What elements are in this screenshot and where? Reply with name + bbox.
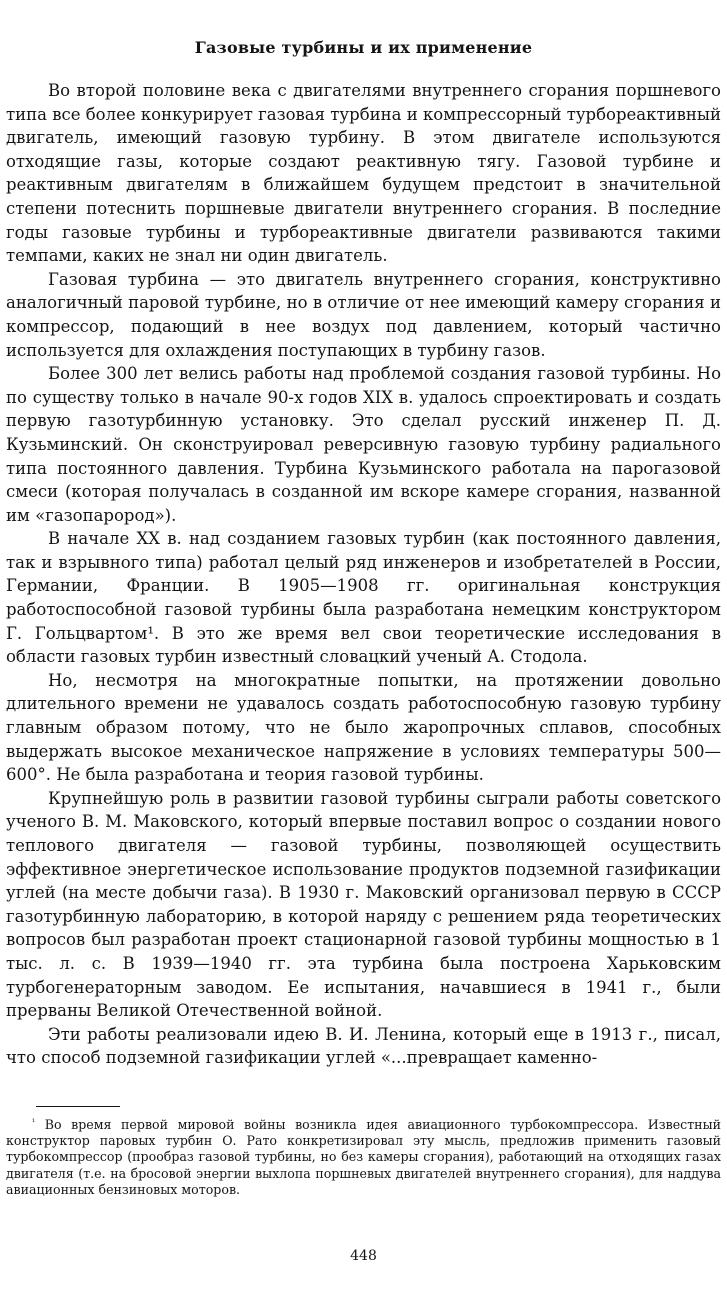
paragraph-6: Крупнейшую роль в развитии газовой турбины сыграли работы советского ученого В. М. Маковского, который впервые поставил вопрос о создании нового теплового двигателя — газовой турбины, позволяющей осуществить эффективное энергетическое использование продуктов подземной газификации углей (на месте добычи газа). В 1930 г. Маковский организовал первую в СССР газотурбинную лабораторию, в которой наряду с решением ряда теоретических вопросов был разработан проект стационарной газовой турбины мощностью в 1 тыс. л. с. В 1939—1940 гг. эта турбина была построена Харьковским турбогенераторным заводом. Ее испытания, начавшиеся в 1941 г., были прерваны Великой Отечественной войной.	[6, 788, 721, 1021]
footnote-text: Во время первой мировой войны возникла идея авиационного турбокомпрессора. Известный конструктор паровых турбин О. Рато конкретизировал эту мысль, предложив применить газовый турбокомпрессор (прообраз газовой турбины, но без камеры сгорания), работающий на отходящих газах двигателя (т.е. на бросовой энергии выхлопа поршневых двигателей внутреннего сгорания), для наддува авиационных бензиновых моторов.	[6, 1116, 721, 1197]
footnote-separator	[36, 1106, 120, 1107]
page-title: Газовые турбины и их применение	[194, 38, 533, 57]
paragraph-2: Газовая турбина — это двигатель внутреннего сгорания, конструктивно аналогичный паровой турбине, но в отличие от нее имеющий камеру сгорания и компрессор, подающий в нее воздух под давлением, который частично используется для охлаждения поступающих в турбину газов.	[6, 269, 721, 360]
paragraph-7: Эти работы реализовали идею В. И. Ленина, который еще в 1913 г., писал, что способ подземной газификации углей «...превращает каменно-	[6, 1024, 721, 1068]
paragraph-3: Более 300 лет велись работы над проблемой создания газовой турбины. Но по существу только в начале 90-х годов XIX в. удалось спроектировать и создать первую газотурбинную установку. Это сделал русский инженер П. Д. Кузьминский. Он сконструировал реверсивную газовую турбину радиального типа постоянного давления. Турбина Кузьминского работала на парогазовой смеси (которая получалась в созданной им вскоре камере сгорания, названной им «газопарород»).	[6, 364, 721, 525]
footnote-marker: ¹	[32, 1117, 36, 1127]
footnote	[6, 1117, 721, 1198]
paragraph-4: В начале XX в. над созданием газовых турбин (как постоянного давления, так и взрывного типа) работал целый ряд инженеров и изобретателей в России, Германии, Франции. В 1905—1908 гг. оригинальная конструкция работоспособной газовой турбины была разработана немецким конструктором Г. Гольцвартом¹. В это же время вел свои теоретические исследования в области газовых турбин известный словацкий ученый А. Стодола.	[6, 529, 721, 667]
main-text	[6, 79, 721, 1070]
page-number: 448	[350, 1248, 377, 1264]
paragraph-5: Но, несмотря на многократные попытки, на протяжении довольно длительного времени не удавалось создать работоспособную газовую турбину главным образом потому, что не было жаропрочных сплавов, способных выдержать высокое механическое напряжение в условиях температуры 500—600°. Не была разработана и теория газовой турбины.	[6, 670, 721, 785]
paragraph-1: Во второй половине века с двигателями внутреннего сгорания поршневого типа все более конкурирует газовая турбина и компрессорный турбореактивный двигатель, имеющий газовую турбину. В этом двигателе используются отходящие газы, которые создают реактивную тягу. Газовой турбине и реактивным двигателям в ближайшем будущем предстоит в значительной степени потеснить поршневые двигатели внутреннего сгорания. В последние годы газовые турбины и турбореактивные двигатели развиваются такими темпами, каких не знал ни один двигатель.	[6, 81, 721, 266]
